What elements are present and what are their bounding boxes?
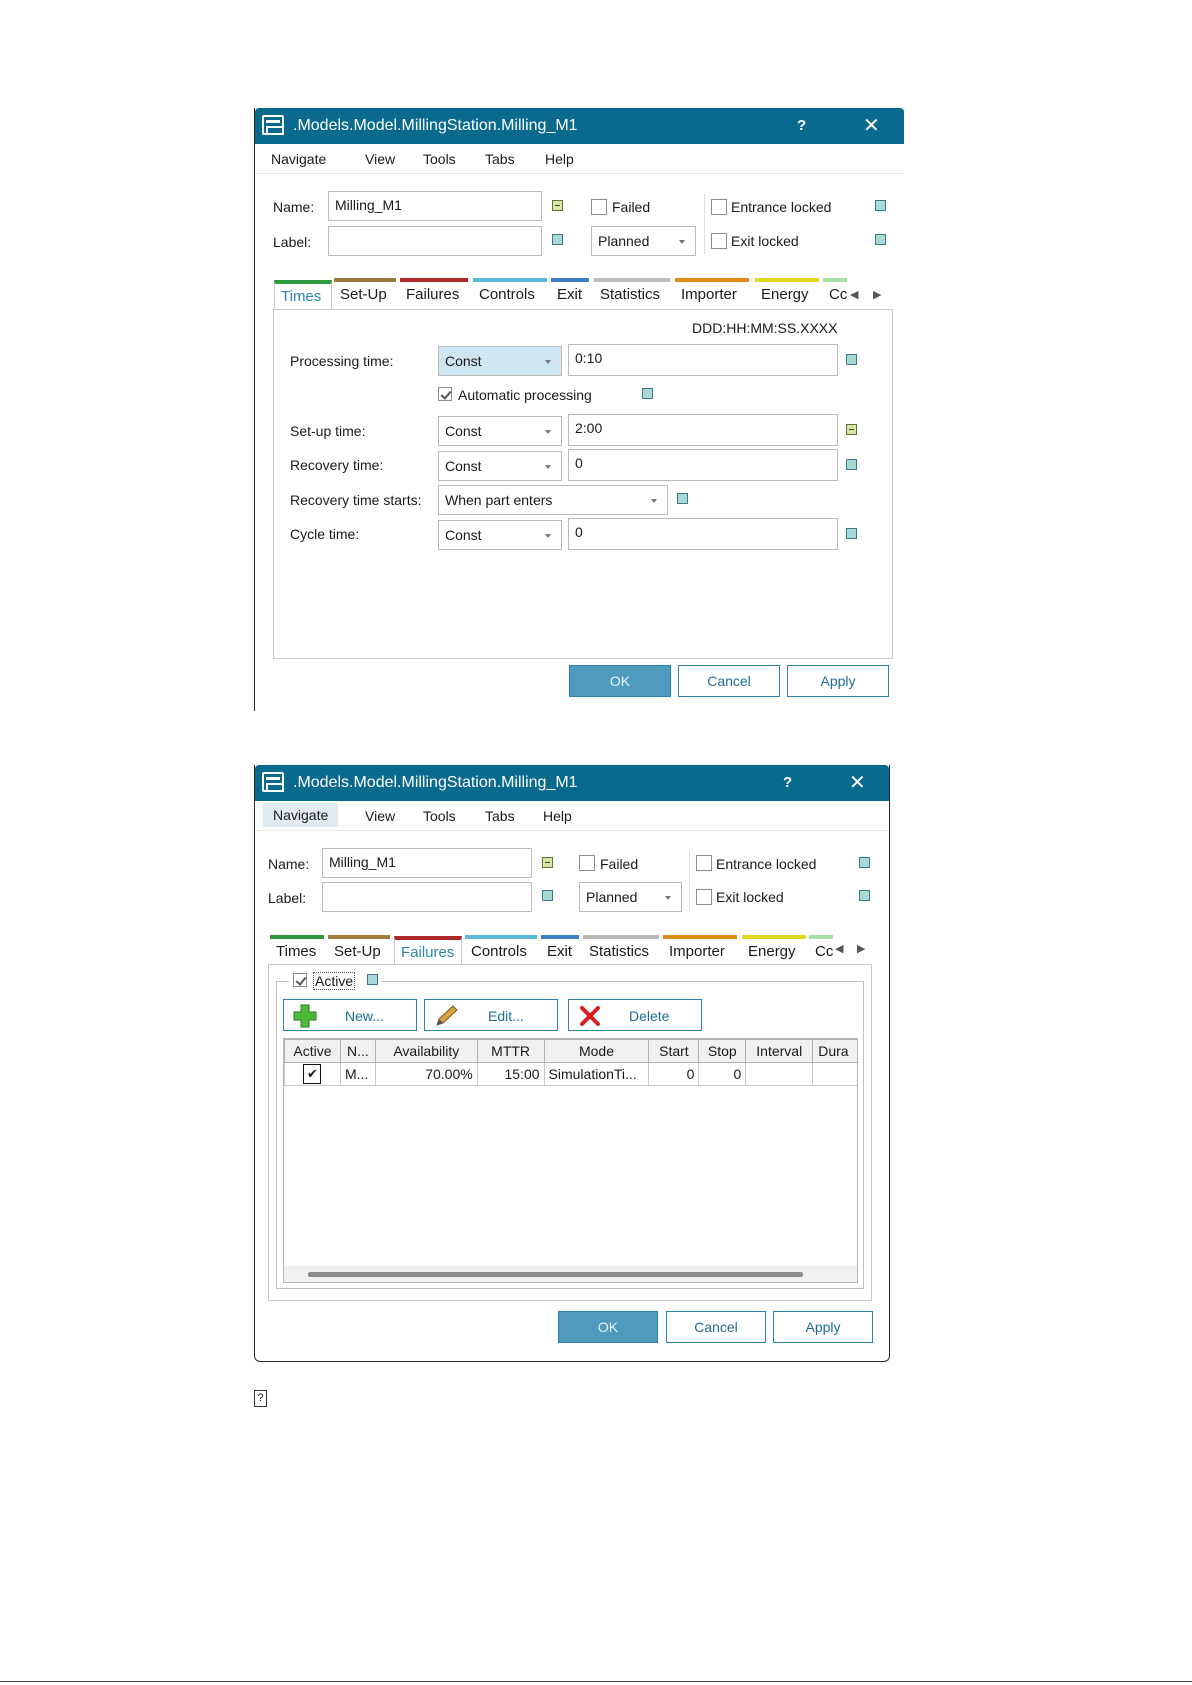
entrance-locked-checkbox[interactable] [696, 855, 712, 871]
tab-scroll-left-icon[interactable]: ◀ [850, 289, 859, 301]
title-bar [255, 108, 904, 144]
divider [689, 851, 690, 911]
new-button-label: New... [345, 1008, 384, 1024]
row-active-checkbox[interactable]: ✔ [303, 1064, 321, 1084]
menu-tabs[interactable]: Tabs [485, 808, 515, 824]
failures-table [284, 1039, 858, 1086]
setup-time-field[interactable]: 2:00 [568, 414, 838, 446]
setup-time-distribution[interactable]: Const [438, 416, 562, 446]
tab-exit[interactable]: Exit [551, 278, 589, 308]
col-duration[interactable]: Dura [813, 1040, 858, 1063]
recovery-time-distribution[interactable]: Const [438, 451, 562, 481]
name-label: Name: [268, 856, 310, 872]
exit-locked-checkbox[interactable] [696, 889, 712, 905]
pencil-icon [434, 1004, 460, 1028]
cell-start[interactable]: 0 [649, 1063, 699, 1086]
close-button[interactable]: ✕ [863, 115, 880, 137]
failed-checkbox[interactable] [579, 855, 595, 871]
inherit-indicator-processing[interactable] [846, 354, 857, 365]
tab-statistics[interactable]: Statistics [583, 935, 659, 965]
menu-navigate[interactable]: Navigate [271, 151, 327, 167]
tab-cc[interactable]: Cc [809, 935, 833, 965]
label-field[interactable] [322, 882, 532, 912]
col-name[interactable]: N... [340, 1040, 375, 1063]
tab-controls[interactable]: Controls [465, 935, 537, 965]
name-field[interactable]: Milling_M1 [328, 191, 542, 221]
entrance-locked-label: Entrance locked [716, 856, 817, 872]
inherit-indicator-recovery[interactable] [846, 459, 857, 470]
window-title: .Models.Model.MillingStation.Milling_M1 [293, 774, 578, 791]
time-format-label: DDD:HH:MM:SS.XXXX [692, 320, 838, 336]
cancel-button[interactable]: Cancel [666, 1311, 766, 1343]
label-field[interactable] [328, 226, 542, 256]
inherit-indicator-entrance[interactable] [875, 200, 886, 211]
failed-label: Failed [612, 199, 651, 215]
tab-set-up[interactable]: Set-Up [328, 935, 390, 965]
recovery-starts-label: Recovery time starts: [290, 492, 422, 508]
cell-name[interactable]: M... [340, 1063, 375, 1086]
inherit-indicator-exit[interactable] [859, 890, 870, 901]
cell-active[interactable] [285, 1063, 341, 1086]
tab-cc[interactable]: Cc [823, 278, 847, 308]
failed-label: Failed [600, 856, 639, 872]
divider [704, 194, 705, 254]
tab-set-up[interactable]: Set-Up [334, 278, 396, 308]
missing-glyph-box: ? [254, 1390, 267, 1407]
properties-dialog-times [254, 108, 904, 711]
entrance-locked-label: Entrance locked [731, 199, 832, 215]
menu-bar [255, 801, 889, 831]
help-button[interactable]: ? [783, 774, 793, 791]
cell-mttr[interactable]: 15:00 [477, 1063, 544, 1086]
tab-scroll-left-icon[interactable]: ◀ [835, 943, 844, 955]
tab-scroll-right-icon[interactable]: ▶ [857, 943, 866, 955]
close-button[interactable]: ✕ [849, 772, 866, 794]
menu-help[interactable]: Help [545, 151, 574, 167]
page-bottom-rule [0, 1681, 1192, 1682]
horizontal-scrollbar[interactable] [284, 1266, 857, 1282]
name-label: Name: [273, 199, 315, 215]
cycle-time-field[interactable]: 0 [568, 518, 838, 550]
help-button[interactable]: ? [797, 117, 807, 134]
planned-select[interactable]: Planned [591, 226, 696, 256]
inherit-indicator-automatic[interactable] [642, 388, 653, 399]
cell-duration[interactable] [813, 1063, 858, 1086]
delete-button-label: Delete [629, 1008, 670, 1024]
tab-statistics[interactable]: Statistics [594, 278, 670, 308]
menu-tools[interactable]: Tools [423, 808, 456, 824]
col-availability[interactable]: Availability [375, 1040, 477, 1063]
setup-time-label: Set-up time: [290, 423, 366, 439]
inherit-indicator-entrance[interactable] [859, 857, 870, 868]
menu-tabs[interactable]: Tabs [485, 151, 515, 167]
delete-x-icon [579, 1005, 601, 1027]
inherit-indicator-name[interactable] [552, 200, 563, 211]
col-start[interactable]: Start [649, 1040, 699, 1063]
tab-energy[interactable]: Energy [742, 935, 806, 965]
inherit-indicator-label[interactable] [552, 234, 563, 245]
window-title: .Models.Model.MillingStation.Milling_M1 [293, 117, 578, 134]
cancel-button[interactable]: Cancel [678, 665, 780, 697]
exit-locked-checkbox[interactable] [711, 233, 727, 249]
inherit-indicator-cycle[interactable] [846, 528, 857, 539]
col-interval[interactable]: Interval [746, 1040, 813, 1063]
inherit-indicator-setup[interactable] [846, 424, 857, 435]
cell-interval[interactable] [746, 1063, 813, 1086]
table-header-row [285, 1040, 859, 1063]
edit-failure-button[interactable] [424, 999, 558, 1031]
automatic-processing-checkbox[interactable] [438, 387, 452, 401]
processing-time-field[interactable]: 0:10 [568, 344, 838, 376]
cell-mode[interactable]: SimulationTi... [544, 1063, 649, 1086]
entrance-locked-checkbox[interactable] [711, 199, 727, 215]
cycle-time-distribution[interactable]: Const [438, 520, 562, 550]
tab-times[interactable]: Times [274, 280, 332, 310]
recovery-time-label: Recovery time: [290, 457, 384, 473]
ok-button[interactable]: OK [558, 1311, 658, 1343]
tab-energy[interactable]: Energy [755, 278, 819, 308]
tab-scroll-right-icon[interactable]: ▶ [873, 289, 882, 301]
col-active[interactable]: Active [285, 1040, 341, 1063]
inherit-indicator-exit[interactable] [875, 234, 886, 245]
automatic-processing-label: Automatic processing [458, 387, 592, 403]
failures-panel [268, 964, 872, 1301]
edit-button-label: Edit... [488, 1008, 524, 1024]
app-window-icon [262, 772, 284, 792]
delete-failure-button[interactable] [568, 999, 702, 1031]
app-window-icon [262, 115, 284, 135]
tab-exit[interactable]: Exit [541, 935, 579, 965]
processing-time-label: Processing time: [290, 353, 394, 369]
inherit-indicator-recovery-starts[interactable] [677, 493, 688, 504]
ok-button[interactable]: OK [569, 665, 671, 697]
recovery-time-field[interactable]: 0 [568, 449, 838, 481]
inherit-indicator-label[interactable] [542, 890, 553, 901]
active-group-header [289, 970, 381, 990]
cell-availability[interactable]: 70.00% [375, 1063, 477, 1086]
name-field[interactable]: Milling_M1 [322, 848, 532, 878]
tab-importer[interactable]: Importer [663, 935, 737, 965]
menu-bar [255, 144, 904, 174]
active-checkbox[interactable] [293, 973, 307, 987]
menu-help[interactable]: Help [543, 808, 572, 824]
times-panel [273, 309, 893, 659]
title-bar [255, 765, 889, 801]
label-label: Label: [268, 890, 307, 906]
inherit-indicator-name[interactable] [542, 857, 553, 868]
failed-checkbox[interactable] [591, 199, 607, 215]
apply-button[interactable]: Apply [787, 665, 889, 697]
properties-dialog-failures [254, 765, 890, 1362]
processing-time-distribution[interactable]: Const [438, 346, 562, 376]
scrollbar-thumb[interactable] [308, 1272, 803, 1277]
tab-importer[interactable]: Importer [675, 278, 749, 308]
tab-failures[interactable]: Failures [400, 278, 468, 308]
inherit-indicator-active[interactable] [367, 974, 378, 985]
cell-stop[interactable]: 0 [699, 1063, 746, 1086]
menu-view[interactable]: View [365, 808, 396, 824]
exit-locked-label: Exit locked [716, 889, 784, 905]
table-row[interactable] [285, 1063, 859, 1086]
tab-failures[interactable]: Failures [394, 936, 462, 966]
exit-locked-label: Exit locked [731, 233, 799, 249]
recovery-starts-select[interactable]: When part enters [438, 485, 668, 515]
col-mode[interactable]: Mode [544, 1040, 649, 1063]
menu-tools[interactable]: Tools [423, 151, 456, 167]
apply-button[interactable]: Apply [773, 1311, 873, 1343]
failures-table-container [283, 1038, 858, 1283]
menu-navigate[interactable]: Navigate [263, 803, 338, 827]
tab-times[interactable]: Times [270, 935, 324, 965]
active-label: Active [315, 973, 354, 989]
col-mttr[interactable]: MTTR [477, 1040, 544, 1063]
plus-icon [293, 1004, 317, 1028]
menu-view[interactable]: View [365, 151, 396, 167]
tab-controls[interactable]: Controls [473, 278, 547, 308]
new-failure-button[interactable] [283, 999, 417, 1031]
label-label: Label: [273, 234, 312, 250]
col-stop[interactable]: Stop [699, 1040, 746, 1063]
planned-select[interactable]: Planned [579, 882, 682, 912]
cycle-time-label: Cycle time: [290, 526, 360, 542]
